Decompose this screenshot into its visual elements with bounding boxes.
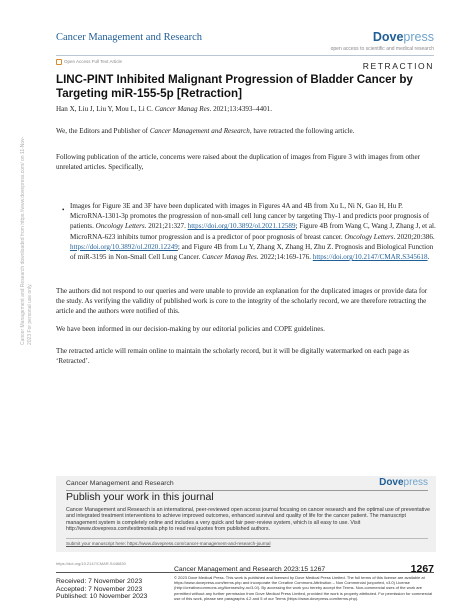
header-divider <box>56 55 434 56</box>
article-type-label: RETRACTION <box>362 61 434 71</box>
ref1-text: Images for Figure 3E and 3F have been duplicated with images in Figures 4A and 4B from Xu L, Ni N, Gao H, Hu P. MicroRNA-1301-3p promotes the progression of non-small cell lung cancer by targeting Thy-1 and predicts poor prognosis of patients. <box>70 202 430 231</box>
concerns-paragraph: Following publication of the article, concerns were raised about the duplication of images from Figure 3 with images from other unrelated articles. Specifically, <box>56 153 421 172</box>
publication-dates <box>56 578 147 601</box>
footer-journal-line: Cancer Management and Research 2023:15 1267 <box>174 566 326 573</box>
duplication-details <box>70 201 436 262</box>
ref3-doi-link[interactable]: https://doi.org/10.2147/CMAR.S345618 <box>312 253 428 262</box>
ref2-cite: . 2020;20:386. <box>393 232 435 241</box>
citation-journal: Cancer Manag Res <box>154 105 210 113</box>
statement-journal: Cancer Management and Research <box>149 127 250 135</box>
publish-box-divider-2 <box>66 538 428 539</box>
ref1-journal: Oncology Letters <box>95 222 145 231</box>
open-access-label <box>56 59 122 65</box>
publish-box-logo[interactable] <box>379 477 428 488</box>
publish-box-journal: Cancer Management and Research <box>66 480 174 487</box>
copyright-notice: © 2023 Dove Medical Press. This work is published and licensed by Dove Medical Press Limited. The full terms of this license are available at https://www.dovepress.com/terms.php and incorporate the Creative Commons Attribution – Non Commercial (unported, v3.0) License (http://creativecommons.org/licenses/by-nc/3.0/). By accessing the work you hereby accept the Terms. Non-commercial uses of the work are permitted without any further permission from Dove Medical Press Limited, provided the work is properly attributed. For permission for commercial use of this work, please see paragraphs 4.2 and 5 of our Terms (https://www.dovepress.com/terms.php). <box>174 575 433 601</box>
watermark-paragraph: The retracted article will remain online to maintain the scholarly record, but it will be digitally watermarked on each page as ‘Retracted’. <box>56 347 410 366</box>
policy-paragraph: We have been informed in our decision-making by our editorial policies and COPE guidelines. <box>56 325 325 333</box>
citation-rest: . 2021;13:4393–4401. <box>209 105 272 113</box>
journal-name: Cancer Management and Research <box>56 32 203 43</box>
publish-box-heading: Publish your work in this journal <box>66 491 214 503</box>
ref3-text: ; and Figure 4B from Lu Y, Zhang X, Zhang H, Zhu Z. Prognosis and Biological Function of miR-3195 in Non-Small Cell Lung Cancer. <box>70 242 434 262</box>
published-date: Published: 10 November 2023 <box>56 593 148 601</box>
retraction-statement <box>56 126 436 136</box>
authors-response-paragraph: The authors did not respond to our queries and were unable to provide an explanation for the duplicated images or provide data for the study. As verifying the validity of published work is core to the integrity of the scholarly record, we are therefore retracting the article and the authors were notified of this. <box>56 287 428 316</box>
ref2-journal: Oncology Letters <box>344 232 394 241</box>
ref2-text: ; Figure 4B from Wang C, Wang J, Zhang J, et al. MicroRNA-623 inhibits tumor progression and is a predictor of poor prognosis of breast cancer. <box>70 222 436 241</box>
open-access-icon <box>56 59 62 65</box>
box-brand-part-a: Dove <box>379 477 404 488</box>
download-watermark: Cancer Management and Research downloaded from https://www.dovepress.com/ on 11-Nov-2023 For personal use only. <box>20 136 33 345</box>
box-brand-part-b: press <box>403 477 428 488</box>
submit-manuscript-link[interactable]: Submit your manuscript here: https://www.dovepress.com/cancer-management-and-research-journal <box>66 541 271 546</box>
ref3-journal: Cancer Manag Res <box>202 253 257 262</box>
statement-part-a: We, the Editors and Publisher of <box>56 127 150 135</box>
dovepress-logo[interactable] <box>373 30 434 44</box>
brand-part-a: Dove <box>372 30 404 44</box>
article-doi[interactable]: https://doi.org/10.2147/CMAR.S446830 <box>56 561 126 566</box>
page-number: 1267 <box>410 563 434 575</box>
ref1-cite: . 2021;21:327. <box>144 222 188 231</box>
open-access-text: Open Access Full Text Article <box>64 59 122 65</box>
ref1-doi-link[interactable]: https://doi.org/10.3892/ol.2021.12589 <box>187 222 296 231</box>
publisher-tagline: open access to scientific and medical research <box>330 46 434 52</box>
ref2-doi-link[interactable]: https://doi.org/10.3892/ol.2020.12249 <box>70 242 178 251</box>
accepted-date: Accepted: 7 November 2023 <box>56 585 143 593</box>
ref3-end: . <box>427 253 430 262</box>
citation-authors: Han X, Liu J, Liu Y, Mou L, Li C. <box>56 105 155 113</box>
publish-box-description: Cancer Management and Research is an international, peer-reviewed open access journal focusing on cancer research and the optimal use of preventative and integrated treatment interventions to achieve improved outcomes, enhanced survival and quality of life for the cancer patient. The manuscript management system is completely online and includes a very quick and fair peer-review system, which is all easy to use. Visit http://www.dovepress.com/testimonials.php to read real quotes from published authors. <box>66 507 430 533</box>
brand-part-b: press <box>403 30 434 44</box>
citation-paragraph <box>56 104 436 114</box>
bullet-marker: • <box>62 206 65 214</box>
article-title: LINC-PINT Inhibited Malignant Progression of Bladder Cancer by Targeting miR-155-5p [Retraction] <box>56 73 413 100</box>
received-date: Received: 7 November 2023 <box>56 578 143 585</box>
ref3-cite: . 2022;14:169-176. <box>256 253 313 262</box>
statement-part-b: , have retracted the following article. <box>249 127 355 135</box>
